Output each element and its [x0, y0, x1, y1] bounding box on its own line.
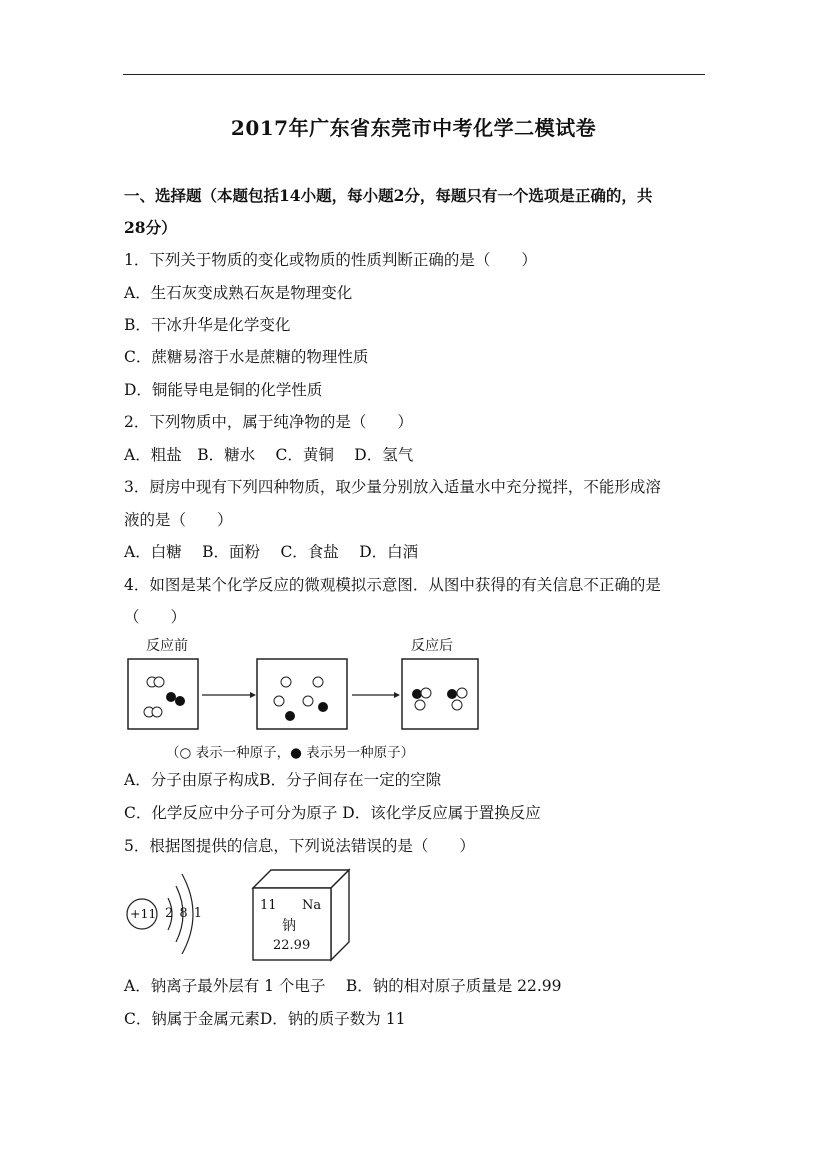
q4-options-ab: A．分子由原子构成B．分子间存在一定的空隙	[124, 771, 442, 789]
q4-stem: 4．如图是某个化学反应的微观模拟示意图．从图中获得的有关信息不正确的是	[124, 576, 661, 594]
q3-stem: 3．厨房中现有下列四种物质，取少量分别放入适量水中充分搅拌，不能形成溶	[124, 478, 661, 496]
middle-box	[257, 659, 347, 729]
black-atom	[447, 689, 457, 699]
page-title: 2017年广东省东莞市中考化学二模试卷	[230, 116, 597, 140]
element-mass: 22.99	[273, 938, 311, 953]
q1-stem: 1．下列关于物质的变化或物质的性质判断正确的是（ ）	[124, 251, 537, 269]
white-atom	[452, 700, 462, 710]
white-atom	[313, 677, 323, 687]
q4-stem-cont: （ ）	[124, 608, 187, 626]
black-atom	[175, 696, 185, 706]
reaction-diagram	[124, 655, 484, 735]
black-atom	[412, 689, 422, 699]
before-box	[128, 659, 198, 729]
electron-shells: 2 8 1	[165, 906, 204, 921]
q4-options-cd: C．化学反应中分子可分为原子 D．该化学反应属于置换反应	[124, 804, 541, 822]
q5-options-cd: C．钠属于金属元素D．钠的质子数为 11	[124, 1010, 406, 1028]
arrow-1-head	[250, 692, 256, 698]
nucleus-charge: +11	[130, 906, 157, 921]
black-atom	[318, 702, 328, 712]
q3-options: A．白糖 B．面粉 C．食盐 D．白酒	[124, 543, 419, 561]
q5-options-ab: A．钠离子最外层有 1 个电子 B．钠的相对原子质量是 22.99	[124, 977, 562, 995]
section-heading: 一、选择题（本题包括14小题，每小题2分，每题只有一个选项是正确的，共	[124, 186, 653, 205]
element-atomic-number: 11	[260, 898, 277, 913]
white-atom	[281, 677, 291, 687]
white-atom	[274, 696, 284, 706]
header-rule	[123, 74, 705, 75]
q2-options: A．粗盐 B．糖水 C．黄铜 D．氢气	[124, 446, 414, 464]
q5-stem: 5．根据图提供的信息，下列说法错误的是（ ）	[124, 837, 475, 855]
white-atom	[457, 688, 467, 698]
q1-option-b: B．干冰升华是化学变化	[124, 316, 291, 334]
q1-option-d: D．铜能导电是铜的化学性质	[124, 381, 323, 399]
fig-label-after: 反应后	[411, 638, 453, 654]
figure-caption: （○ 表示一种原子，● 表示另一种原子）	[166, 745, 415, 761]
q2-stem: 2．下列物质中，属于纯净物的是（ ）	[124, 413, 413, 431]
q1-option-a: A．生石灰变成熟石灰是物理变化	[124, 284, 353, 302]
white-atom	[154, 677, 164, 687]
element-name: 钠	[282, 918, 296, 934]
white-atom	[415, 700, 425, 710]
section-heading-cont: 28分）	[124, 218, 177, 237]
black-atom	[285, 711, 295, 721]
arrow-2-head	[394, 692, 400, 698]
black-atom	[166, 692, 176, 702]
q1-option-c: C．蔗糖易溶于水是蔗糖的物理性质	[124, 348, 369, 366]
white-atom	[303, 696, 313, 706]
q3-stem-cont: 液的是（ ）	[124, 511, 233, 529]
white-atom	[421, 688, 431, 698]
fig-label-before: 反应前	[146, 638, 188, 654]
element-symbol: Na	[302, 898, 322, 913]
white-atom	[152, 707, 162, 717]
